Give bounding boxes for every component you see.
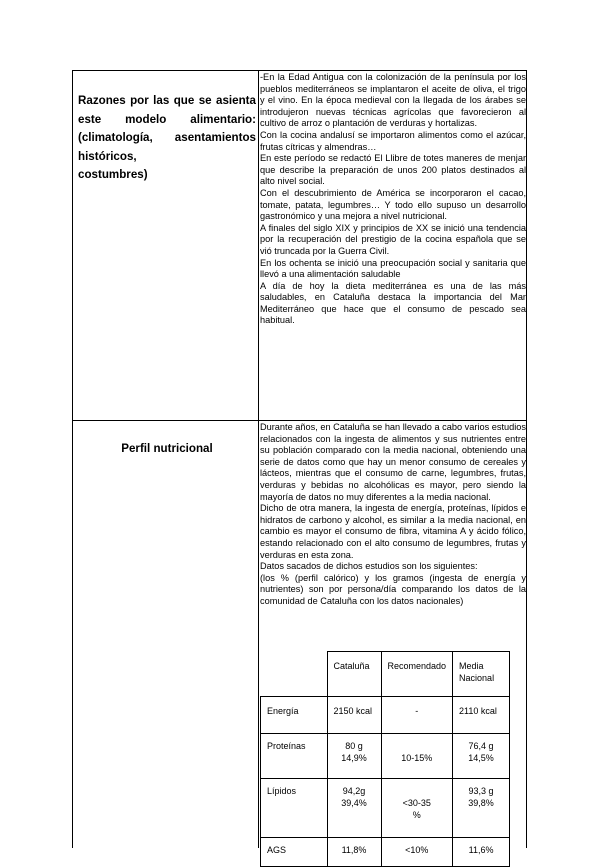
cell-recomendado: 10-15%: [381, 734, 453, 779]
paragraph: A día de hoy la dieta mediterránea es una de las más saludables, en Cataluña destaca la importancia del Mar Mediterráneo que hace que el consumo de pescado sea habitual.: [260, 280, 526, 326]
nutrition-table: [260, 651, 510, 867]
label-line: (climatología, asentamientos: [78, 131, 256, 145]
header-empty: [261, 652, 328, 697]
cell-cataluna: 80 g 14,9%: [327, 734, 381, 779]
row-name: Energía: [261, 697, 328, 734]
paragraph: En este período se redactó El Llibre de totes maneres de menjar que describe la preparación de unos 200 platos destinados al alto nivel social.: [260, 153, 526, 187]
column-divider: [258, 70, 259, 848]
label-line: Razones por las que se asienta: [78, 94, 256, 107]
row2-content: [260, 422, 526, 608]
table-header-row: [261, 652, 510, 697]
header-cell: Recomendado: [381, 652, 453, 697]
paragraph: En los ochenta se inició una preocupación social y sanitaria que llevó a una alimentación saludable: [260, 257, 526, 280]
row-name: AGS: [261, 838, 328, 867]
table-row: [261, 734, 510, 779]
label-line: este modelo alimentario:: [78, 112, 256, 126]
cell-nacional: 2110 kcal: [453, 697, 510, 734]
cell-cataluna: 11,8%: [327, 838, 381, 867]
row-divider: [72, 420, 527, 421]
header-cell: Media Nacional: [453, 652, 510, 697]
paragraph: -En la Edad Antigua con la colonización de la península por los pueblos mediterráneos se implantaron el aceite de oliva, el trigo y el vino. En la época medieval con la llegada de los árabes se introdujeron nuevas técnicas agrícolas que favorecieron al cultivo de arroz o plantación de verduras y hortalizas.: [260, 72, 526, 129]
cell-nacional: 93,3 g 39,8%: [453, 779, 510, 838]
label-line: costumbres): [78, 168, 148, 182]
row1-label: [78, 92, 256, 185]
cell-cataluna: 2150 kcal: [327, 697, 381, 734]
cell-recomendado: -: [381, 697, 453, 734]
label-line: históricos,: [78, 149, 137, 163]
row1-content: [260, 72, 526, 327]
cell-nacional: 11,6%: [453, 838, 510, 867]
header-cell: Cataluña: [327, 652, 381, 697]
table-row: [261, 779, 510, 838]
paragraph: Con el descubrimiento de América se incorporaron el cacao, tomate, patata, legumbres… Y todo ello supuso un desarrollo gastronómico y una mejora a nivel nutricional.: [260, 187, 526, 222]
paragraph: (los % (perfil calórico) y los gramos (ingesta de energía y nutrientes) son por persona/día comparando los datos de la comunidad de Cataluña con los datos nacionales): [260, 572, 526, 606]
cell-recomendado: <30-35 %: [381, 779, 453, 838]
paragraph: Durante años, en Cataluña se han llevado a cabo varios estudios relacionados con la ingesta de alimentos y sus nutrientes entre su población comparado con la media nacional, obteniendo una serie de datos como que hay un menor consumo de cereales y lácteos, mientras que el consumo de carne, legumbres, frutas, verduras y bebidas no alcohólicas es mayor, pero siendo la mayoría de datos no muy diferentes a la media nacional.: [260, 422, 526, 502]
paragraph: Dicho de otra manera, la ingesta de energía, proteínas, lípidos e hidratos de carbono y alcohol, es similar a la media nacional, en cambio es mayor el consumo de fibra, vitamina A y ácido fólico, estando relacionado con el alto consumo de legumbres, frutas y verduras en esta zona.: [260, 503, 526, 560]
table-row: [261, 838, 510, 867]
table-row: [261, 697, 510, 734]
row-name: Lípidos: [261, 779, 328, 838]
paragraph: Con la cocina andalusí se importaron alimentos como el azúcar, frutas cítricas y almendras…: [260, 129, 526, 152]
cell-cataluna: 94,2g 39,4%: [327, 779, 381, 838]
row2-label: Perfil nutricional: [121, 442, 213, 455]
cell-recomendado: <10%: [381, 838, 453, 867]
paragraph: Datos sacados de dichos estudios son los siguientes:: [260, 561, 478, 572]
row-name: Proteínas: [261, 734, 328, 779]
paragraph: A finales del siglo XIX y principios de XX se inició una tendencia por la recuperación del prestigio de la cocina española que se vió truncada por la Guerra Civil.: [260, 222, 526, 256]
cell-nacional: 76,4 g 14,5%: [453, 734, 510, 779]
